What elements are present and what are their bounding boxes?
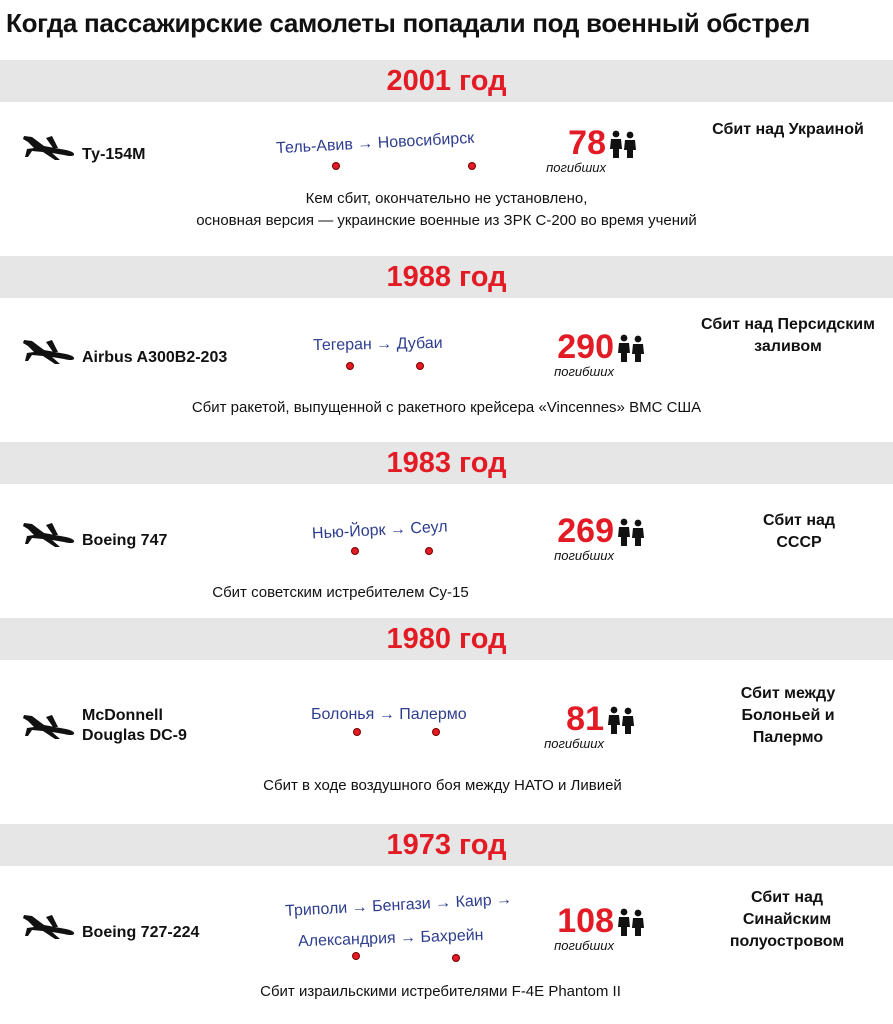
year-heading: 1980 год — [0, 618, 893, 660]
flight-route: Болонья → Палермо — [311, 706, 467, 723]
victims-label: погибших — [554, 548, 614, 563]
route-point — [416, 362, 424, 370]
shootdown-location: Сбит между Болоньей и Палермо — [740, 685, 836, 746]
incident-entry — [0, 102, 893, 252]
year-heading: 1973 год — [0, 824, 893, 866]
incident-entry — [0, 660, 893, 810]
year-heading: 1988 год — [0, 256, 893, 298]
airplane-icon — [22, 709, 76, 739]
aircraft-model: Douglas DC-9 — [82, 727, 187, 744]
flight-route: Тегеран → Дубаи — [312, 334, 443, 355]
victims-label: погибших — [546, 160, 606, 175]
incident-entry — [0, 298, 893, 438]
people-icon — [616, 908, 646, 936]
year-heading: 1983 год — [0, 442, 893, 484]
route-point — [352, 952, 360, 960]
victims-label: погибших — [554, 938, 614, 953]
route-point — [452, 954, 460, 962]
route-point — [353, 728, 361, 736]
victims-number: 78 — [568, 124, 606, 162]
incident-description-line: Кем сбит, окончательно не установлено, — [305, 190, 588, 207]
route-point — [332, 162, 340, 170]
route-point — [432, 728, 440, 736]
incident-entry — [0, 484, 893, 614]
people-icon — [616, 334, 646, 362]
aircraft-model: Ту-154М — [82, 146, 146, 163]
route-point — [425, 547, 433, 555]
shootdown-location: Сбит над Персидским заливом — [701, 316, 875, 355]
route-point — [346, 362, 354, 370]
airplane-icon — [22, 130, 76, 160]
incident-description-line: Сбит советским истребителем Су-15 — [212, 584, 469, 601]
year-heading: 2001 год — [0, 60, 893, 102]
incident-description-line: основная версия — украинские военные из ЗРК С-200 во время учений — [196, 212, 697, 229]
flight-route: Нью-Йорк → Сеул — [311, 518, 448, 543]
shootdown-location: Сбит над СССР — [762, 512, 836, 551]
incident-entry — [0, 866, 893, 1016]
aircraft-model: Boeing 727-224 — [82, 924, 200, 941]
victims-number: 81 — [566, 700, 604, 738]
flight-route: Тель-Авив → Новосибирск — [275, 129, 475, 158]
incident-description-line: Сбит израильскими истребителями F-4E Phantom II — [260, 983, 621, 1000]
victims-number: 290 — [557, 328, 614, 366]
people-icon — [608, 130, 638, 158]
victims-label: погибших — [544, 736, 604, 751]
people-icon — [606, 706, 636, 734]
victims-number: 108 — [557, 902, 614, 940]
airplane-icon — [22, 334, 76, 364]
incident-description-line: Сбит в ходе воздушного боя между НАТО и Ливией — [263, 777, 622, 794]
flight-route: Триполи → Бенгази → Каир → — [284, 891, 513, 920]
aircraft-model: Airbus A300B2-203 — [82, 349, 228, 366]
airplane-icon — [22, 517, 76, 547]
shootdown-location: Сбит над Синайским полуостровом — [729, 889, 845, 950]
aircraft-model: Boeing 747 — [82, 532, 168, 549]
airplane-icon — [22, 909, 76, 939]
victims-label: погибших — [554, 364, 614, 379]
incident-description-line: Сбит ракетой, выпущенной с ракетного крейсера «Vincennes» ВМС США — [191, 399, 702, 416]
people-icon — [616, 518, 646, 546]
flight-route: Александрия → Бахрейн — [297, 926, 484, 951]
aircraft-model: McDonnell — [82, 707, 163, 724]
page-title: Когда пассажирские самолеты попадали под военный обстрел — [6, 8, 810, 38]
route-point — [351, 547, 359, 555]
route-point — [468, 162, 476, 170]
shootdown-location: Сбит над Украиной — [712, 121, 864, 138]
victims-number: 269 — [557, 512, 614, 550]
